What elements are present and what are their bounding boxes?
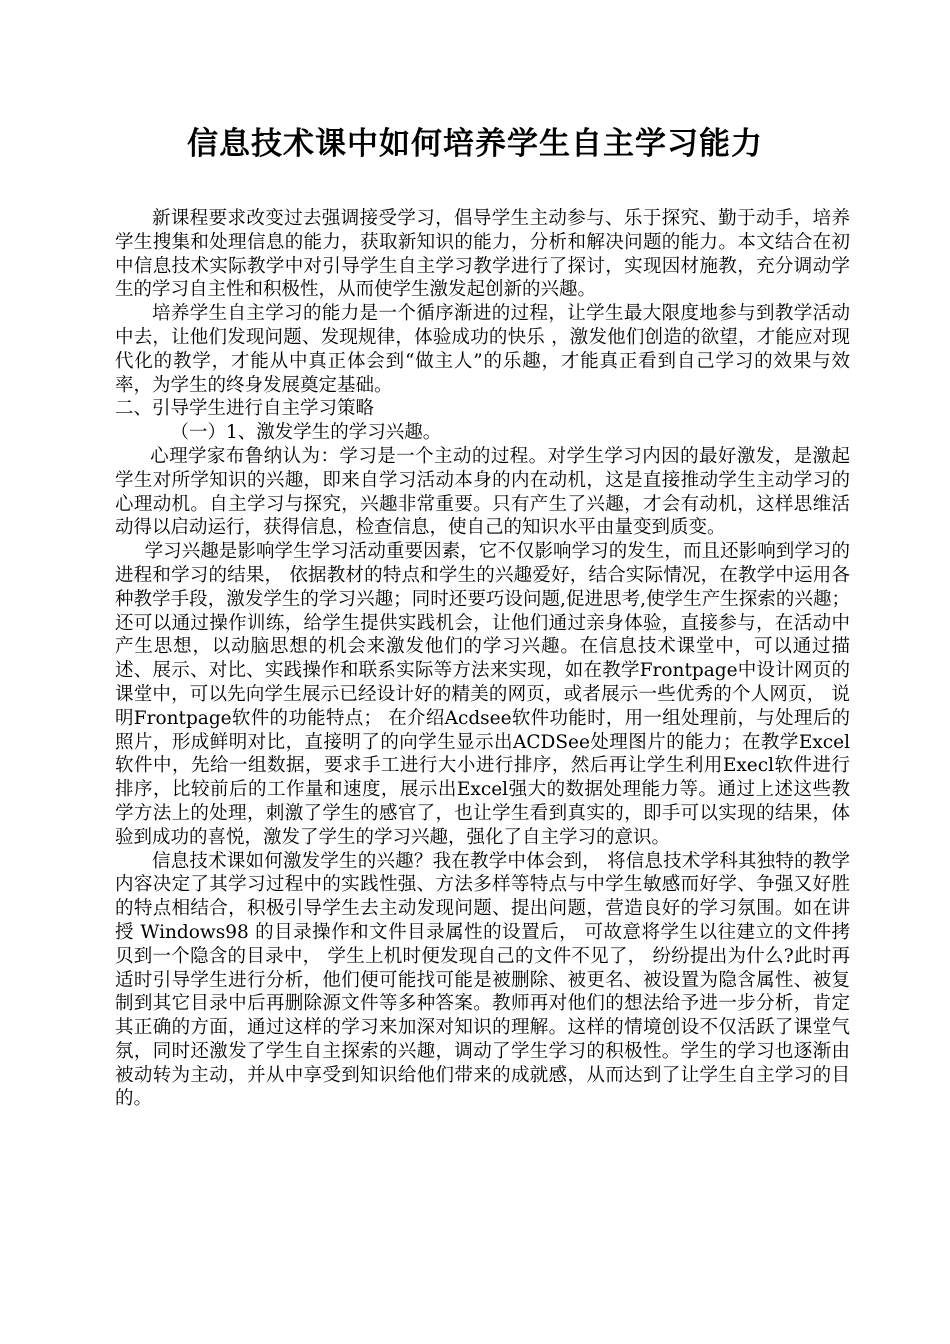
document-body xyxy=(115,207,850,1111)
section-heading: 二、引导学生进行自主学习策略 xyxy=(115,398,375,420)
paragraph-intro: 新课程要求改变过去强调接受学习，倡导学生主动参与、乐于探究、勤于动手，培养学生搜集和处理信息的能力，获取新知识的能力，分析和解决问题的能力。本文结合在初中信息技术实际教学中对引导学生自主学习教学进行了探讨，实现因材施教，充分调动学生的学习自主性和积极性，从而使学生激发起创新的兴趣。 xyxy=(115,208,850,301)
paragraph-practice: 信息技术课如何激发学生的兴趣？我在教学中体会到， 将信息技术学科其独特的教学内容决定了其学习过程中的实践性强、方法多样等特点与中学生敏感而好学、争强又好胜的特点相结合，积极引导学生去主动发现问题、提出问题，营造良好的学习氛围。如在讲授 Windows98 的目录操作和文件目录属性的设置后， 可故意将学生以往建立的文件拷贝到一个隐含的目录中， 学生上机时便发现自己的文件不见了， 纷纷提出为什么?此时再适时引导学生进行分析，他们便可能找可能是被删除、被更名、被设置为隐含属性、被复制到其它目录中后再删除源文件等多种答案。教师再对他们的想法给予进一步分析，肯定其正确的方面，通过这样的学习来加深对知识的理解。这样的情境创设不仅活跃了课堂气氛，同时还激发了学生自主探索的兴趣，调动了学生学习的积极性。学生的学习也逐渐由被动转为主动，并从中享受到知识给他们带来的成就感，从而达到了让学生自主学习的目的。 xyxy=(115,850,850,1110)
paragraph-psychology: 心理学家布鲁纳认为：学习是一个主动的过程。对学生学习内因的最好激发，是激起学生对所学知识的兴趣，即来自学习活动本身的内在动机，这是直接推动学生主动学习的心理动机。自主学习与探究，兴趣非常重要。只有产生了兴趣，才会有动机，这样思维活动得以启动运行，获得信息，检查信息，使自己的知识水平由量变到质变。 xyxy=(115,445,850,539)
document-title: 信息技术课中如何培养学生自主学习能力 xyxy=(187,126,763,162)
subsection-heading: （一）1、激发学生的学习兴趣。 xyxy=(170,422,442,444)
paragraph-ability: 培养学生自主学习的能力是一个循序渐进的过程，让学生最大限度地参与到教学活动中去，让他们发现问题、发现规律，体验成功的快乐 ，激发他们创造的欲望，才能应对现代化的教学，才能从中真正体会到“做主人”的乐趣，才能真正看到自己学习的效果与效率，为学生的终身发展奠定基础。 xyxy=(115,303,850,396)
paragraph-interest: 学习兴趣是影响学生学习活动重要因素，它不仅影响学习的发生，而且还影响到学习的进程和学习的结果， 依据教材的特点和学生的兴趣爱好，结合实际情况，在教学中运用各种教学手段，激发学生的学习兴趣；同时还要巧设问题,促进思考,使学生产生探索的兴趣；还可以通过操作训练，给学生提供实践机会，让他们通过亲身体验，直接参与，在活动中产生思想，以动脑思想的机会来激发他们的学习兴趣。在信息技术课堂中，可以通过描述、展示、对比、实践操作和联系实际等方法来实现，如在教学Frontpage中设计网页的课堂中，可以先向学生展示已经设计好的精美的网页，或者展示一些优秀的个人网页， 说明Frontpage软件的功能特点； 在介绍Acdsee软件功能时，用一组处理前，与处理后的照片，形成鲜明对比，直接明了的向学生显示出ACDSee处理图片的能力；在教学Excel软件中，先给一组数据，要求手工进行大小进行排序，然后再让学生利用Execl软件进行排序，比较前后的工作量和速度，展示出Excel强大的数据处理能力等。通过上述这些教学方法上的处理，刺激了学生的感官了，也让学生看到真实的，即手可以实现的结果，体验到成功的喜悦，激发了学生的学习兴趣，强化了自主学习的意识。 xyxy=(115,541,850,848)
